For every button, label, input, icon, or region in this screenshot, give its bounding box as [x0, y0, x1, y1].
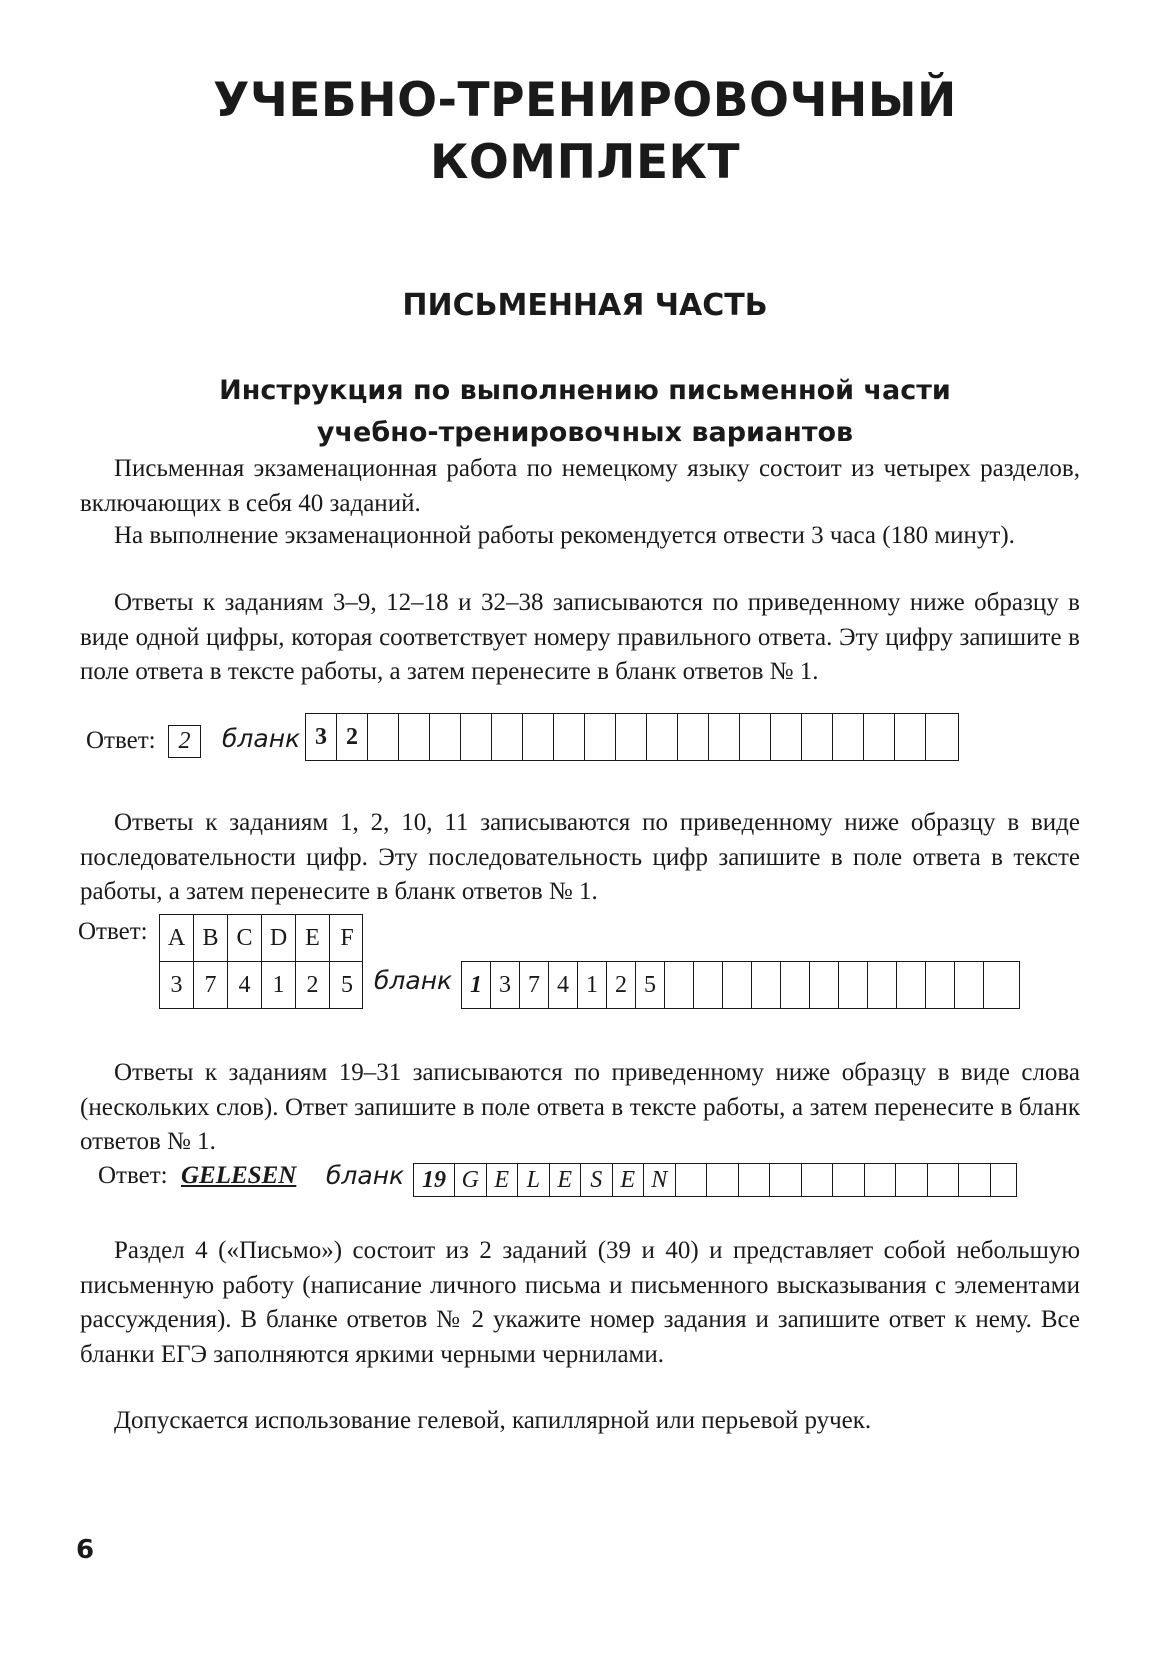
grid-cell	[752, 962, 781, 1008]
grid-cell: L	[518, 1164, 550, 1196]
grid-cell	[955, 962, 984, 1008]
example3-blank-grid	[413, 1163, 1017, 1197]
grid-cell	[984, 962, 1013, 1008]
page-number: 6	[76, 1535, 95, 1565]
grid-cell	[833, 1164, 865, 1196]
grid-cell	[694, 962, 723, 1008]
grid-cell	[770, 1164, 802, 1196]
grid-cell	[740, 714, 771, 760]
paragraph-intro: Письменная экзаменационная работа по немецкому языку состоит из четырех разделов, включающих в себя 40 заданий.	[80, 455, 1080, 517]
grid-cell	[895, 714, 926, 760]
grid-cell	[926, 962, 955, 1008]
grid-cell	[399, 714, 430, 760]
grid-cell: E	[613, 1164, 645, 1196]
grid-cell	[959, 1164, 991, 1196]
grid-cell: S	[581, 1164, 613, 1196]
grid-cell: 2	[337, 714, 368, 760]
paragraph-pens: Допускается использование гелевой, капиллярной или перьевой ручек.	[114, 1407, 872, 1434]
grid-cell	[864, 714, 895, 760]
grid-cell: E	[296, 915, 330, 961]
grid-cell	[802, 714, 833, 760]
grid-cell	[709, 714, 740, 760]
grid-cell	[839, 962, 868, 1008]
page-title-line2: КОМПЛЕКТ	[429, 135, 741, 190]
grid-cell	[676, 1164, 708, 1196]
grid-cell	[926, 714, 957, 760]
grid-cell: 7	[194, 962, 228, 1008]
grid-cell	[896, 1164, 928, 1196]
example2-blank-grid	[461, 961, 1020, 1009]
example2-digit-row	[159, 961, 363, 1009]
subtitle-line1: Инструкция по выполнению письменной части	[219, 375, 951, 406]
grid-cell: 3	[491, 962, 520, 1008]
grid-cell: 19	[414, 1164, 455, 1196]
grid-cell	[865, 1164, 897, 1196]
example3-blank-label: бланк	[326, 1161, 405, 1190]
grid-cell	[523, 714, 554, 760]
grid-cell: 2	[607, 962, 636, 1008]
grid-cell	[897, 962, 926, 1008]
example3-answer-label: Ответ:	[98, 1162, 168, 1189]
grid-cell: D	[262, 915, 296, 961]
grid-cell	[781, 962, 810, 1008]
grid-cell: G	[455, 1164, 487, 1196]
grid-cell: 1	[462, 962, 491, 1008]
example1-answer-box: 2	[168, 725, 201, 758]
grid-cell	[991, 1164, 1023, 1196]
subtitle-line2: учебно-тренировочных вариантов	[316, 417, 854, 448]
paragraph-sequence: Ответы к заданиям 1, 2, 10, 11 записываются по приведенному ниже образцу в виде последовательности цифр. Эту последовательность цифр запишите в поле ответа в тексте работы, а затем перенесите в бланк ответов № 1.	[80, 809, 1080, 905]
grid-cell	[616, 714, 647, 760]
grid-cell	[771, 714, 802, 760]
grid-cell: 3	[160, 962, 194, 1008]
paragraph-letter-section: Раздел 4 («Письмо») состоит из 2 заданий (39 и 40) и представляет собой небольшую письменную работу (написание личного письма и письменного высказывания с элементами рассуждения). В бланке ответов № 2 укажите номер задания и запишите ответ к нему. Все бланки ЕГЭ заполняются яркими черными чернилами.	[80, 1237, 1080, 1368]
paragraph-single-digit: Ответы к заданиям 3–9, 12–18 и 32–38 записываются по приведенному ниже образцу в виде одной цифры, которая соответствует номеру правильного ответа. Эту цифру запишите в поле ответа в тексте работы, а затем перенесите в бланк ответов № 1.	[80, 589, 1080, 685]
grid-cell	[368, 714, 399, 760]
grid-cell	[585, 714, 616, 760]
example1-answer-label: Ответ:	[86, 727, 156, 754]
grid-cell: 1	[262, 962, 296, 1008]
grid-cell	[833, 714, 864, 760]
grid-cell	[810, 962, 839, 1008]
example2-letter-row	[159, 914, 363, 962]
section-heading: ПИСЬМЕННАЯ ЧАСТЬ	[402, 288, 768, 323]
grid-cell: N	[644, 1164, 676, 1196]
grid-cell: 5	[341, 971, 353, 998]
grid-cell: F	[340, 924, 354, 951]
grid-cell: 4	[228, 962, 262, 1008]
grid-cell: E	[487, 1164, 519, 1196]
grid-cell	[461, 714, 492, 760]
grid-cell	[430, 714, 461, 760]
grid-cell	[678, 714, 709, 760]
example1-blank-grid	[305, 713, 959, 761]
grid-cell	[665, 962, 694, 1008]
paragraph-time: На выполнение экзаменационной работы рекомендуется отвести 3 часа (180 минут).	[114, 522, 1015, 549]
grid-cell	[802, 1164, 834, 1196]
page-title-line1: УЧЕБНО-ТРЕНИРОВОЧНЫЙ	[213, 73, 957, 128]
grid-cell: 3	[306, 714, 337, 760]
grid-cell	[492, 714, 523, 760]
example2-blank-label: бланк	[374, 966, 453, 995]
grid-cell	[554, 714, 585, 760]
example1-blank-label: бланк	[222, 724, 301, 753]
paragraph-word: Ответы к заданиям 19–31 записываются по приведенному ниже образцу в виде слова (нескольких слов). Ответ запишите в поле ответа в тексте работы, а затем перенесите в бланк ответов № 1.	[80, 1059, 1080, 1155]
grid-cell: E	[550, 1164, 582, 1196]
grid-cell: 5	[636, 962, 665, 1008]
grid-cell: 1	[578, 962, 607, 1008]
grid-cell	[928, 1164, 960, 1196]
grid-cell: B	[194, 915, 228, 961]
example2-answer-label: Ответ:	[78, 918, 148, 945]
grid-cell	[723, 962, 752, 1008]
grid-cell	[647, 714, 678, 760]
grid-cell	[868, 962, 897, 1008]
grid-cell: 7	[520, 962, 549, 1008]
grid-cell: 4	[549, 962, 578, 1008]
grid-cell	[739, 1164, 771, 1196]
grid-cell: A	[160, 915, 194, 961]
grid-cell	[707, 1164, 739, 1196]
example3-answer-value: GELESEN	[181, 1162, 297, 1189]
grid-cell: C	[228, 915, 262, 961]
grid-cell: 2	[296, 962, 330, 1008]
